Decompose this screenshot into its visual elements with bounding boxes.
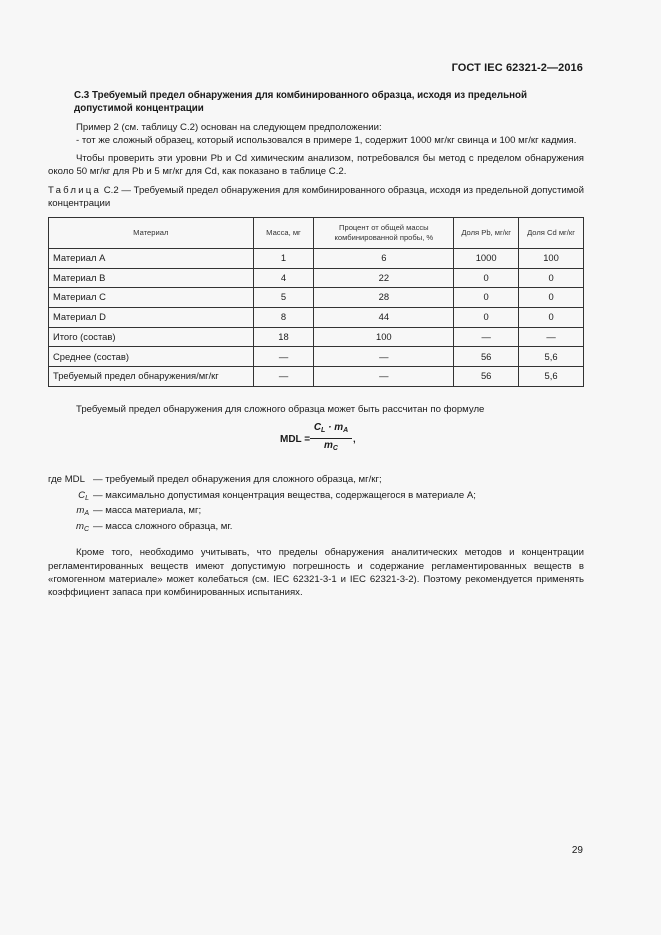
table-caption-label: Таблица	[48, 185, 102, 196]
header-pb: Доля Pb, мг/кг	[454, 218, 519, 249]
table-row: Материал С 5 28 0 0	[49, 288, 584, 308]
table-row: Материал А 1 6 1000 100	[49, 249, 584, 269]
paragraph-conclusion: Кроме того, необходимо учитывать, что пределы обнаружения аналитических методов и концентрации регламентированных веществ имеют допустимую погрешность и содержание регламентированных веществ в «гомогенном материале» может колебаться (см. IEC 62321-3-1 и IEC 62321-3-2). Поэтому рекомендуется применять коэффициент запаса при комбинированных испытаниях.	[48, 547, 584, 599]
page-content	[48, 90, 584, 600]
header-cd: Доля Cd мг/кг	[519, 218, 584, 249]
formula-fraction	[310, 422, 352, 455]
header-mass: Масса, мг	[253, 218, 314, 249]
definitions-list	[48, 472, 584, 534]
definition-item: $m_C$ — масса сложного образца, мг.	[75, 520, 233, 533]
paragraph-method: Чтобы проверить эти уровни Pb и Cd химическим анализом, потребовался бы метод с пределом обнаружения около 50 мг/кг для Pb и 5 мг/кг для Cd, как показано в таблице С.2.	[48, 153, 584, 177]
formula-denominator: $m_C$	[324, 440, 338, 453]
paragraph-assumption: - тот же сложный образец, который использовался в примере 1, содержит 1000 мг/кг свинца и 100 мг/кг кадмия.	[76, 134, 577, 146]
document-code: ГОСТ IEC 62321-2—2016	[451, 62, 583, 74]
table-row: Материал D 8 44 0 0	[49, 308, 584, 328]
definition-item: $m_A$ — масса материала, мг;	[76, 505, 202, 518]
page-number: 29	[571, 845, 583, 856]
paragraph-example: Пример 2 (см. таблицу С.2) основан на следующем предположении:	[76, 122, 382, 133]
formula-intro: Требуемый предел обнаружения для сложного образца может быть рассчитан по формуле	[76, 403, 485, 415]
table-row: Среднее (состав) — — 56 5,6	[49, 347, 584, 367]
mdl-formula	[48, 420, 584, 464]
formula-numerator: $C_L \cdot m_A$	[310, 422, 352, 439]
table-row: Итого (состав) 18 100 — —	[49, 327, 584, 347]
table-header-row	[49, 218, 584, 249]
table-caption-text: С.2 — Требуемый предел обнаружения для комбинированного образца, исходя из предельной допустимой концентрации	[48, 185, 584, 209]
table-row: Требуемый предел обнаружения/мг/кг — — 56 5,6	[49, 367, 584, 387]
header-material: Материал	[49, 218, 254, 249]
table-caption	[48, 185, 584, 210]
formula-tail: ,	[353, 434, 356, 446]
detection-limit-table	[48, 217, 584, 387]
table-row: Материал В 4 22 0 0	[49, 268, 584, 288]
section-title: С.3 Требуемый предел обнаружения для комбинированного образца, исходя из предельной допустимой концентрации	[74, 90, 528, 114]
formula-lhs: MDL =	[280, 434, 311, 446]
header-percent: Процент от общей массы комбинированной пробы, %	[314, 218, 454, 249]
definition-item: $C_L$ — максимально допустимая концентрация вещества, содержащегося в материале А;	[78, 489, 476, 502]
definition-item: где MDL — требуемый предел обнаружения для сложного образца, мг/кг;	[48, 474, 382, 486]
